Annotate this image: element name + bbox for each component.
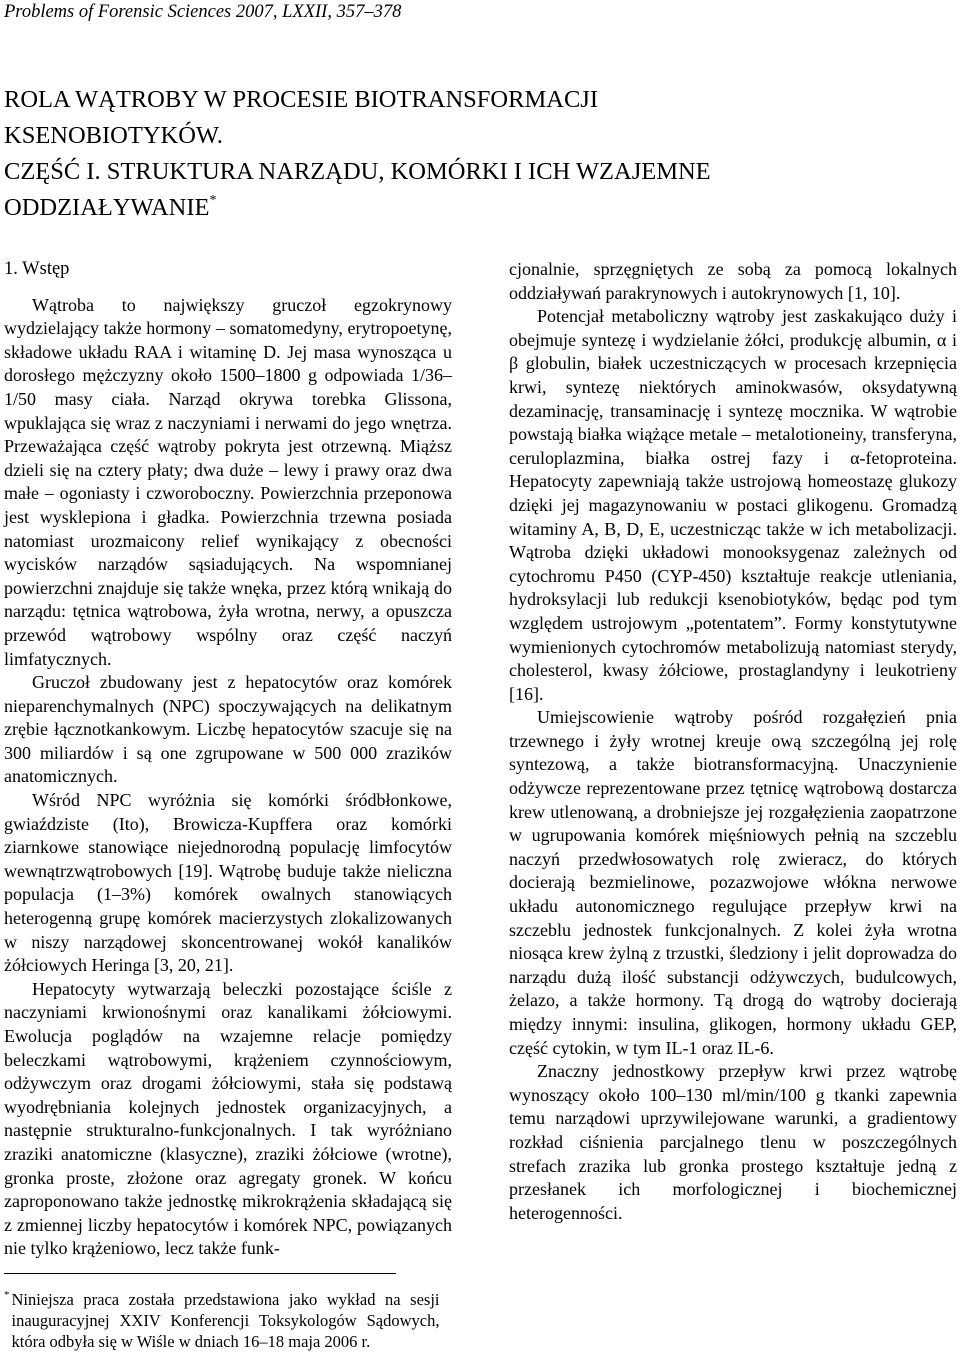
paragraph-continued: cjonalnie, sprzęgniętych ze sobą za pomocą lokalnych oddziaływań parakrynowych i autokrynowych [1, 10]. [509,259,957,303]
paragraph: Potencjał metaboliczny wątroby jest zaskakująco duży i obejmuje syntezę i wydzielanie żółci, produkcję albumin, α i β globulin, białek uczestniczących w procesach krzepnięcia krwi, syntezę niektórych aminokwasów, oksydatywną dezaminację, transaminację i syntezę mocznika. W wątrobie powstają białka wiążące metale – metalotioneiny, transferyna, ceruloplazmina, białka ostrej fazy i α-fetoproteina. Hepatocyty zapewniają także ustrojową homeostazę glukozy dzięki jej magazynowaniu w postaci glikogenu. Gromadzą witaminy A, B, D, E, uczestnicząc także w ich metabolizacji. Wątroba dzięki układowi monooksygenaz zależnych od cytochromu P450 (CYP-450) kształtuje reakcje utleniania, hydroksylacji lub redukcji ksenobiotyków, będąc pod tym względem ustrojowym „potentatem”. Formy konstytutywne wymienionych cytochromów metabolizują natomiast sterydy, cholesterol, kwasy żółciowe, prostaglandyny i leukotrieny [16]. [509,306,957,704]
title-line: ROLA WĄTROBY W PROCESIE BIOTRANSFORMACJI [4,86,598,113]
paragraph: Umiejscowienie wątroby pośród rozgałęzień pnia trzewnego i żyły wrotnej kreuje ową szczególną jej rolę syntezową, a także biotransformacyjną. Unaczynienie odżywcze reprezentowane przez tętnicę wątrobową dostarcza krew utlenowaną, a drobniejsze jej rozgałęzienia zaopatrzone w ugrupowania komórek mięśniowych pełnią na szczeblu naczyń przedwłosowatych rolę zwieracz, do których docierają bezmielinowe, pozazwojowe włókna nerwowe układu autonomicznego regulujące przepływ krwi na szczeblu jednostek funkcjonalnych. Z kolei żyła wrotna niosąca krew żylną z trzustki, śledziony i jelit doprowadza do narządu dużą ilość substancji odżywczych, budulcowych, żelazo, a także hormony. Tą drogą do wątroby docierają między innymi: insulina, glikogen, hormony układu GEP, część cytokin, w tym IL-1 oraz IL-6. [509,707,957,1058]
title-line: KSENOBIOTYKÓW. [4,122,223,149]
left-column [4,258,452,1261]
paragraph: Wśród NPC wyróżnia się komórki śródbłonkowe, gwiaździste (Ito), Browicza-Kupffera oraz komórki ziarnkowe stanowiące niejednorodną populację limfocytów wewnątrzwątrobowych [19]. Wątrobę buduje także nieliczna populacja (1–3%) komórek owalnych stanowiących heterogenną grupę komórek macierzystych zlokalizowanych w niszy narządowej skoncentrowanej wokół kanalików żółciowych Heringa [3, 20, 21]. [4,790,452,976]
paragraph: Znaczny jednostkowy przepływ krwi przez wątrobę wynoszący około 100–130 ml/min/100 g tkanki zapewnia temu narządowi uprzywilejowane warunki, a gradientowy rozkład ciśnienia parcjalnego tlenu w poszczególnych strefach zrazika lub gronka prostego kształtuje jedną z przesłanek ich morfologicznej i biochemicznej heterogenności. [509,1061,957,1223]
title-line: CZĘŚĆ I. STRUKTURA NARZĄDU, KOMÓRKI I ICH WZAJEMNE [4,158,711,185]
paragraph: Wątroba to największy gruczoł egzokrynowy wydzielający także hormony – somatomedyny, erytropoetynę, składowe układu RAA i witaminę D. Jej masa wynosząca u dorosłego mężczyzny około 1500–1800 g odpowiada 1/36–1/50 masy ciała. Narząd okrywa torebka Glissona, wpuklająca się wraz z naczyniami i nerwami do jego wnętrza. Przeważająca część wątroby pokryta jest otrzewną. Miąższ dzieli się na cztery płaty; dwa duże – lewy i prawy oraz dwa małe – ogoniasty i czworoboczny. Powierzchnia przeponowa jest wysklepiona i gładka. Powierzchnia trzewna posiada natomiast urozmaicony relief wynikający z obecności wycisków narządów sąsiadujących. Na wspomnianej powierzchni znajduje się także wnęka, przez którą wnikają do narządu: tętnica wątrobowa, żyła wrotna, nerwy, a opuszcza przewód wątrobowy wspólny oraz część naczyń limfatycznych. [4,294,452,669]
title-footnote-marker: * [209,193,217,208]
paragraph: Hepatocyty wytwarzają beleczki pozostające ściśle z naczyniami krwionośnymi oraz kanalikami żółciowymi. Ewolucja poglądów na wzajemne relacje pomiędzy beleczkami wątrobowymi, krążeniem czynnościowym, odżywczym oraz drogami żółciowymi, stała się podstawą wyodrębniania kolejnych jednostek organizacyjnych, a następnie strukturalno-funkcjonalnych. I tak wyróżniano zraziki anatomiczne (klasyczne), zraziki żółciowe (wrotne), gronka proste, złożone oraz agregaty gronek. W końcu zaproponowano także jednostkę mikrokrążenia składającą się z zmiennej liczby hepatocytów i komórek NPC, powiązanych nie tylko krążeniowo, lecz także funk- [4,978,452,1259]
footnote [4,1289,452,1352]
footnote-rule [4,1273,396,1274]
paragraph: Gruczoł zbudowany jest z hepatocytów oraz komórek nieparenchymalnych (NPC) spoczywających na delikatnym zrębie łącznotkankowym. Liczbę hepatocytów szacuje się na 300 miliardów i są one zgrupowane w 500 000 zrazików anatomicznych. [4,672,452,787]
title-line-last [4,190,711,226]
section-heading: 1. Wstęp [4,259,70,279]
title-line-text: ODDZIAŁYWANIE [4,194,210,221]
article-title [4,82,711,226]
right-column [509,258,957,1225]
running-head: Problems of Forensic Sciences 2007, LXXII, 357–378 [4,2,402,22]
footnote-marker: * [4,1289,10,1301]
footnote-text: Niniejsza praca została przedstawiona jako wykład na sesji inauguracyjnej XXIV Konferencji Toksykologów Sądowych, która odbyła się w Wiśle w dniach 16–18 maja 2006 r. [11,1290,440,1351]
